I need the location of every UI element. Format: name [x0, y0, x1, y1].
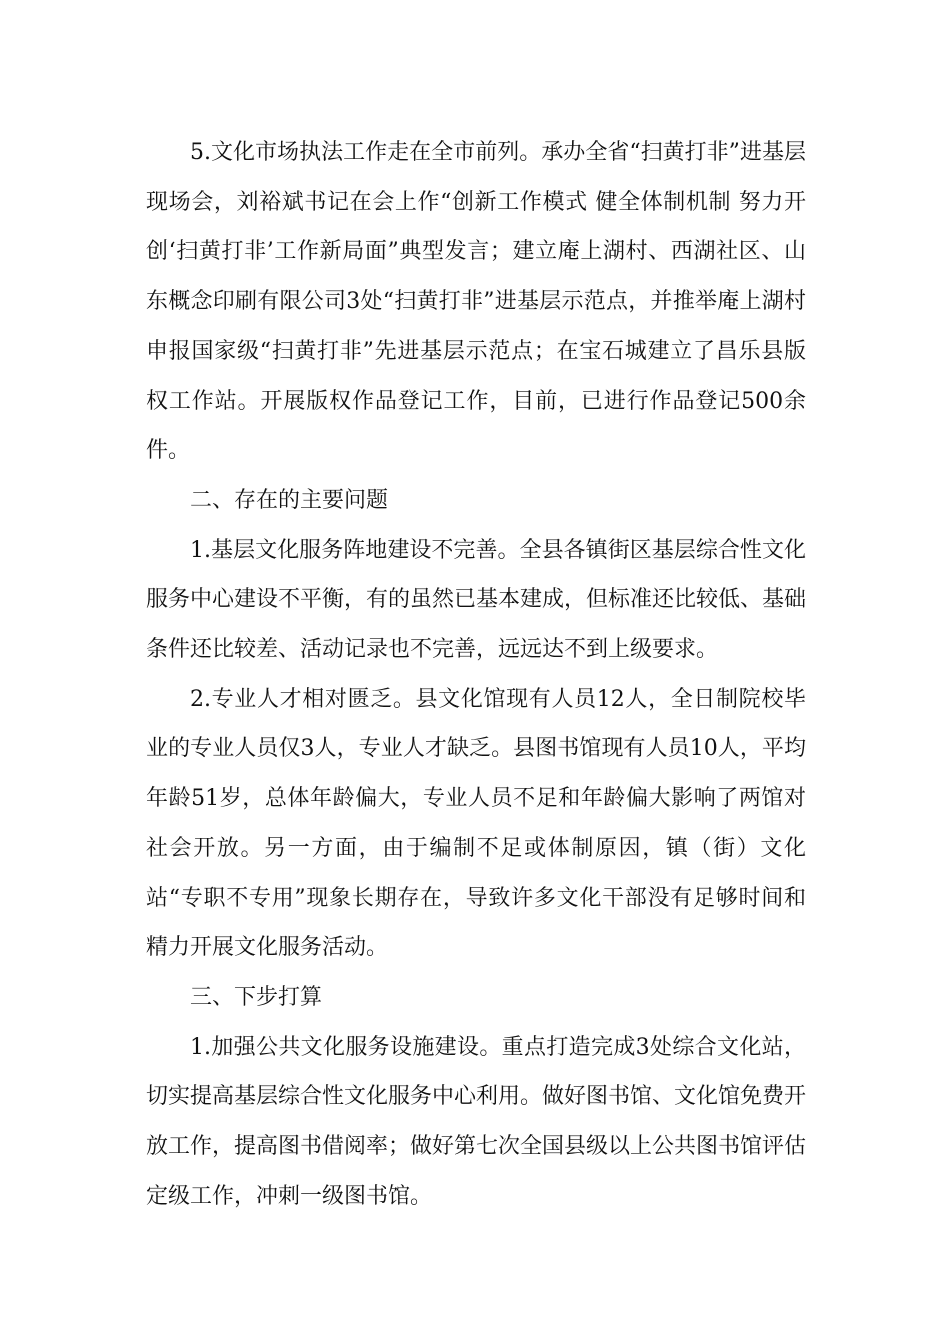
paragraph-service-facilities: 1.基层文化服务阵地建设不完善。全县各镇街区基层综合性文化服务中心建设不平衡，有的虽然已基本建成，但标准还比较低、基础条件还比较差、活动记录也不完善，远远达不到上级要求。 [146, 537, 807, 663]
section-heading-problems: 二、存在的主要问题 [190, 487, 389, 513]
paragraph-market-enforcement: 5.文化市场执法工作走在全市前列。承办全省“扫黄打非”进基层现场会，刘裕斌书记在会上作“创新工作模式 健全体制机制 努力开创‘扫黄打非’工作新局面”典型发言；建立庵上湖村、西湖社区、山东概念印刷有限公司3处“扫黄打非”进基层示范点，并推举庵上湖村申报国家级“扫黄打非”先进基层示范点；在宝石城建立了昌乐县版权工作站。开展版权作品登记工作，目前，已进行作品登记500余件。 [146, 140, 806, 464]
document-page [146, 128, 806, 1221]
paragraph-facility-construction: 1.加强公共文化服务设施建设。重点打造完成3处综合文化站，切实提高基层综合性文化服务中心利用。做好图书馆、文化馆免费开放工作，提高图书借阅率；做好第七次全国县级以上公共图书馆评估定级工作，冲刺一级图书馆。 [146, 1034, 807, 1209]
paragraph-talent-shortage: 2.专业人才相对匮乏。县文化馆现有人员12人，全日制院校毕业的专业人员仅3人，专业人才缺乏。县图书馆现有人员10人，平均年龄51岁，总体年龄偏大，专业人员不足和年龄偏大影响了两馆对社会开放。另一方面，由于编制不足或体制原因，镇（街）文化站“专职不专用”现象长期存在，导致许多文化干部没有足够时间和精力开展文化服务活动。 [146, 686, 806, 961]
section-heading-next-plans: 三、下步打算 [190, 984, 323, 1010]
